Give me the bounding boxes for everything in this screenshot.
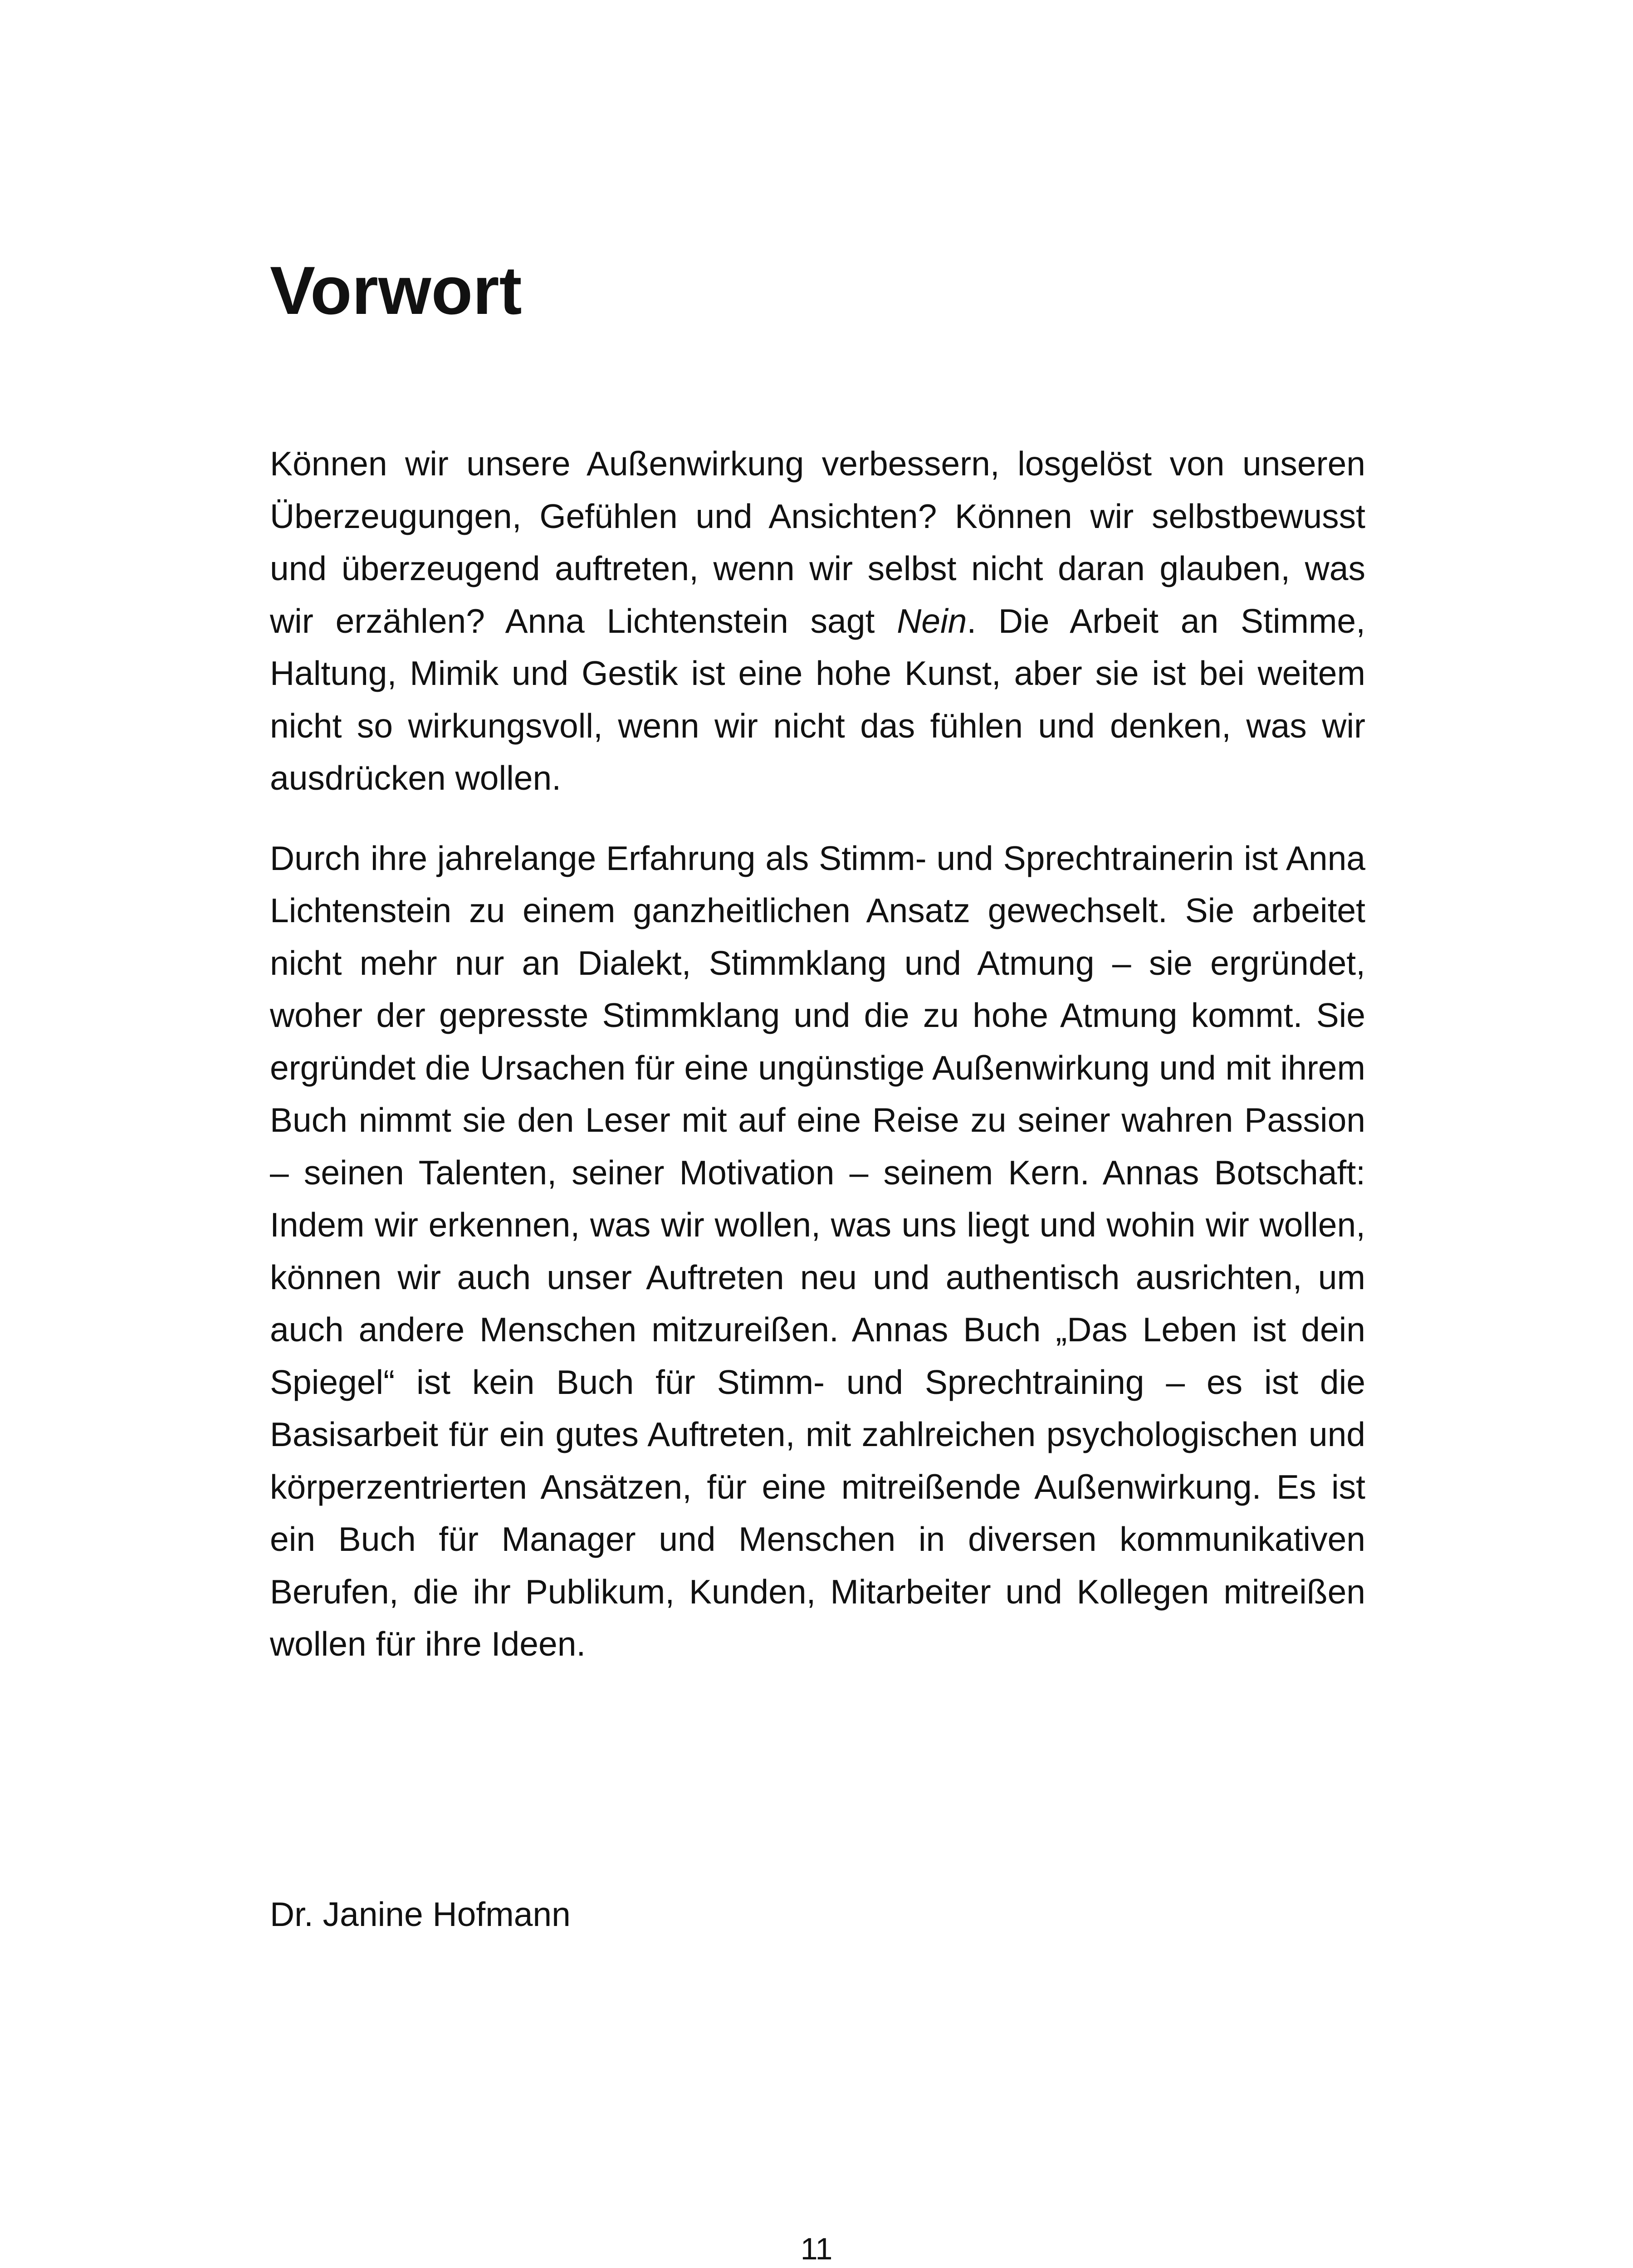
paragraph-2: Durch ihre jahrelange Erfahrung als Stimm- und Sprechtrainerin ist Anna Lichtenstein zu einem ganzheitlichen Ansatz gewechselt. Sie arbeitet nicht mehr nur an Dialekt, Stimmklang und Atmung – sie ergründet, woher der gepresste Stimmklang und die zu hohe Atmung kommt. Sie ergründet die Ursachen für eine ungünstige Außenwirkung und mit ihrem Buch nimmt sie den Leser mit auf eine Reise zu seiner wahren Passion – seinen Talenten, seiner Motivation – seinem Kern. Annas Botschaft: Indem wir erkennen, was wir wollen, was uns liegt und wohin wir wollen, können wir auch unser Auftreten neu und authentisch ausrichten, um auch andere Menschen mitzureißen. Annas Buch „Das Leben ist dein Spiegel“ ist kein Buch für Stimm- und Sprechtraining – es ist die Basisarbeit für ein gutes Auftreten, mit zahlreichen psychologischen und körperzentrierten Ansätzen, für eine mitreißende Außenwirkung. Es ist ein Buch für Manager und Menschen in diversen kommunikativen Berufen, die ihr Publikum, Kunden, Mitarbeiter und Kollegen mitreißen wollen für ihre Ideen. (270, 839, 1365, 1663)
paragraph-1-text-a: Können wir unsere Außenwirkung verbessern, losgelöst von unseren Überzeugungen, Gefühlen und Ansichten? Können wir selbstbewusst und überzeugend auftreten, wenn wir selbst nicht daran glauben, was wir erzählen? Anna Lichtenstein sagt (270, 445, 1365, 640)
paragraph-1-text-b: . Die Arbeit an Stimme, Haltung, Mimik und Gestik ist eine hohe Kunst, aber sie ist bei weitem nicht so wirkungsvoll, wenn wir nicht das fühlen und denken, was wir ausdrücken wollen. (270, 601, 1365, 797)
signature: Dr. Janine Hofmann (270, 1895, 571, 1933)
page-number: 11 (800, 2232, 833, 2266)
paragraph-1 (270, 438, 1365, 805)
body-text (270, 438, 1365, 1698)
page-heading: Vorwort (270, 252, 522, 328)
paragraph-1-italic: Nein (897, 601, 967, 640)
